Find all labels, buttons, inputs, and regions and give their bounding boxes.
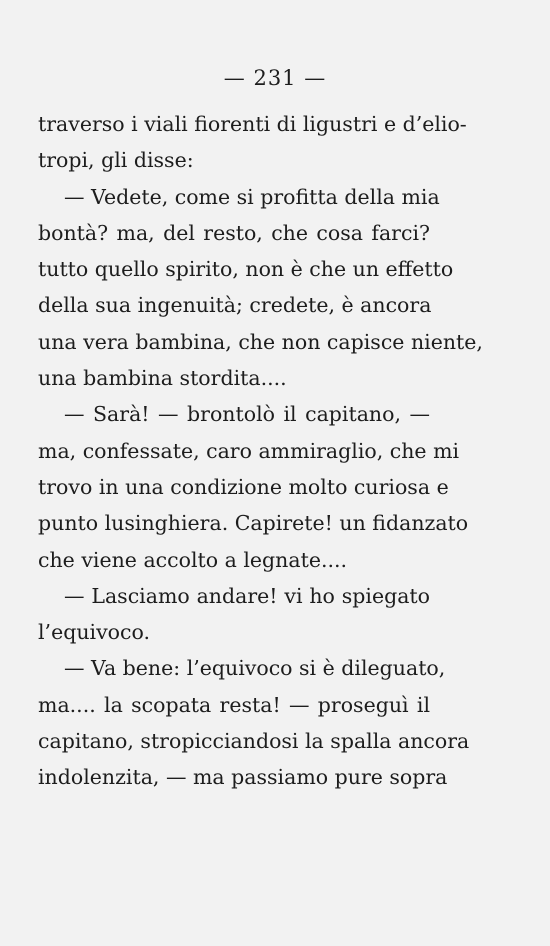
text-line: ma, confessate, caro ammiraglio, che mi xyxy=(38,438,460,463)
text-line: una vera bambina, che non capisce niente, xyxy=(38,329,483,354)
text-line: tropi, gli disse: xyxy=(38,148,194,173)
text-line: l’equivoco. xyxy=(38,620,150,645)
text-line: traverso i viali fiorenti di ligustri e d’elio- xyxy=(38,112,467,136)
body-text xyxy=(38,106,483,796)
text-line: indolenzita, — ma passiamo pure sopra xyxy=(38,765,448,790)
text-line: — Sarà! — brontolò il capitano, — xyxy=(64,402,430,427)
text-line: punto lusinghiera. Capirete! un fidanzato xyxy=(38,511,469,536)
text-line: — Lasciamo andare! vi ho spiegato xyxy=(64,583,430,608)
text-line: — Va bene: l’equivoco si è dileguato, xyxy=(64,656,446,681)
text-line: bontà? ma, del resto, che cosa farci? xyxy=(38,220,430,245)
text-line: capitano, stropicciandosi la spalla ancora xyxy=(38,729,470,754)
text-line: trovo in una condizione molto curiosa e xyxy=(38,474,449,499)
text-line: della sua ingenuità; credete, è ancora xyxy=(38,293,432,318)
text-line: tutto quello spirito, non è che un effetto xyxy=(38,257,454,282)
text-line: che viene accolto a legnate.... xyxy=(38,547,348,572)
page-number-header: — 231 — xyxy=(223,66,327,90)
text-line: ma.... la scopata resta! — proseguì il xyxy=(38,692,430,717)
text-line: una bambina stordita.... xyxy=(38,366,287,391)
text-line: — Vedete, come si profitta della mia xyxy=(64,184,440,209)
